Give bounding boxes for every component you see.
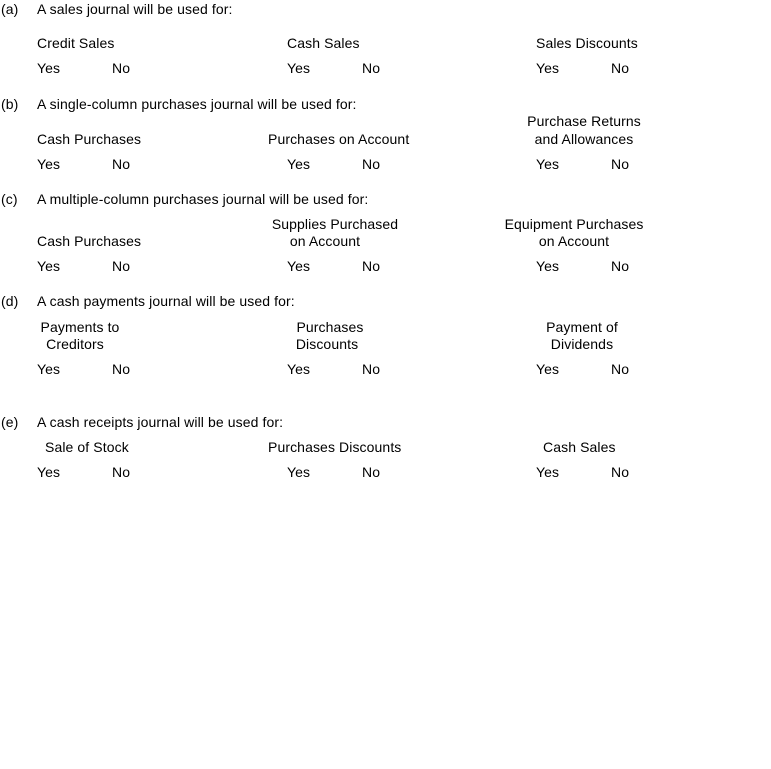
- question-d-option-2-no[interactable]: No: [362, 361, 381, 377]
- question-b-prompt: A single-column purchases journal will be used for:: [37, 96, 357, 112]
- question-c-option-2-no[interactable]: No: [362, 258, 381, 274]
- question-b-option-3-no[interactable]: No: [611, 156, 630, 172]
- question-c-option-2-label-line2: on Account: [289, 233, 361, 249]
- question-a-letter: (a): [1, 1, 19, 17]
- question-a-option-3-label: Sales Discounts: [536, 35, 638, 51]
- question-a-option-3-no[interactable]: No: [611, 60, 630, 76]
- question-c-option-3-label-line1: Equipment Purchases: [504, 216, 644, 232]
- question-b-option-1-label: Cash Purchases: [37, 131, 142, 147]
- question-d-option-3-yes[interactable]: Yes: [536, 361, 560, 377]
- question-e-option-1-no[interactable]: No: [112, 464, 131, 480]
- question-d-option-2-label-line2: Discounts: [295, 336, 359, 352]
- question-a-option-2-label: Cash Sales: [287, 35, 360, 51]
- question-e-option-1-yes[interactable]: Yes: [37, 464, 61, 480]
- question-a-option-1-label: Credit Sales: [37, 35, 115, 51]
- question-d-option-1-yes[interactable]: Yes: [37, 361, 61, 377]
- question-a-prompt: A sales journal will be used for:: [37, 1, 233, 17]
- question-c-option-3-label-line2: on Account: [538, 233, 610, 249]
- question-e-option-2-yes[interactable]: Yes: [287, 464, 311, 480]
- question-e-prompt: A cash receipts journal will be used for:: [37, 414, 284, 430]
- question-e-letter: (e): [1, 414, 19, 430]
- question-b-option-1-yes[interactable]: Yes: [37, 156, 61, 172]
- question-c-option-3-yes[interactable]: Yes: [536, 258, 560, 274]
- question-d-option-2-label-line1: Purchases: [296, 319, 364, 335]
- question-d-option-1-label-line2: Creditors: [46, 336, 104, 352]
- question-b-option-1-no[interactable]: No: [112, 156, 131, 172]
- question-c-prompt: A multiple-column purchases journal will be used for:: [37, 191, 369, 207]
- question-a-option-1-no[interactable]: No: [112, 60, 131, 76]
- question-e-option-1-label: Sale of Stock: [45, 439, 129, 455]
- question-d-letter: (d): [1, 293, 19, 309]
- question-b-option-2-label: Purchases on Account: [268, 131, 410, 147]
- question-c-option-2-yes[interactable]: Yes: [287, 258, 311, 274]
- question-e-option-2-label: Purchases Discounts: [268, 439, 402, 455]
- question-d-option-1-label-line1: Payments to: [40, 319, 120, 335]
- question-d-option-1-no[interactable]: No: [112, 361, 131, 377]
- question-d-option-2-yes[interactable]: Yes: [287, 361, 311, 377]
- question-e-option-3-no[interactable]: No: [611, 464, 630, 480]
- question-b-option-2-yes[interactable]: Yes: [287, 156, 311, 172]
- question-b-option-3-label-line2: and Allowances: [534, 131, 634, 147]
- question-a-option-1-yes[interactable]: Yes: [37, 60, 61, 76]
- question-d-option-3-label-line2: Dividends: [550, 336, 614, 352]
- question-a-option-2-yes[interactable]: Yes: [287, 60, 311, 76]
- question-c-option-1-label: Cash Purchases: [37, 233, 142, 249]
- question-c-letter: (c): [1, 191, 18, 207]
- question-c-option-2-label-line1: Supplies Purchased: [271, 216, 399, 232]
- question-a-option-2-no[interactable]: No: [362, 60, 381, 76]
- question-e-option-2-no[interactable]: No: [362, 464, 381, 480]
- question-c-option-1-no[interactable]: No: [112, 258, 131, 274]
- question-b-option-3-yes[interactable]: Yes: [536, 156, 560, 172]
- question-b-option-2-no[interactable]: No: [362, 156, 381, 172]
- question-b-option-3-label-line1: Purchase Returns: [527, 113, 641, 129]
- question-a-option-3-yes[interactable]: Yes: [536, 60, 560, 76]
- question-d-option-3-no[interactable]: No: [611, 361, 630, 377]
- question-d-prompt: A cash payments journal will be used for:: [37, 293, 295, 309]
- question-e-option-3-yes[interactable]: Yes: [536, 464, 560, 480]
- question-c-option-1-yes[interactable]: Yes: [37, 258, 61, 274]
- question-c-option-3-no[interactable]: No: [611, 258, 630, 274]
- question-d-option-3-label-line1: Payment of: [546, 319, 618, 335]
- question-e-option-3-label: Cash Sales: [543, 439, 616, 455]
- question-b-letter: (b): [1, 96, 19, 112]
